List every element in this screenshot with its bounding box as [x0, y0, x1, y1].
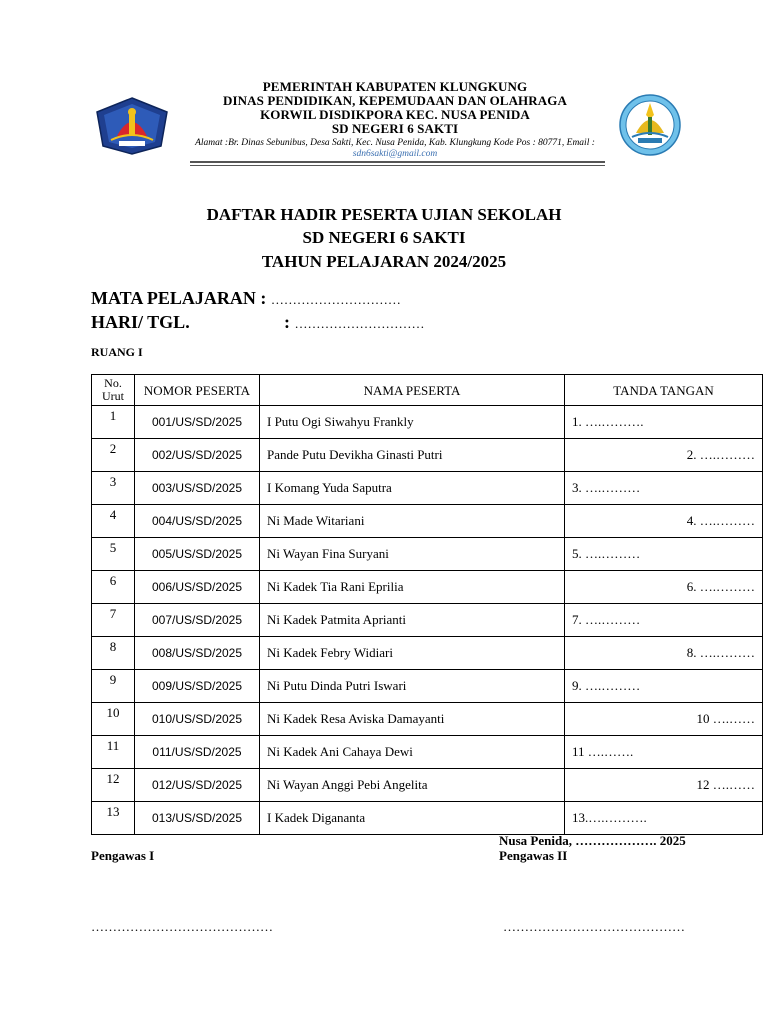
row-number: 2: [92, 439, 135, 472]
participant-number: 003/US/SD/2025: [135, 472, 260, 505]
signature-slot[interactable]: 8. ….………: [565, 637, 763, 670]
letterhead-school-name: SD NEGERI 6 SAKTI: [331, 121, 459, 136]
supervisor-1-label: Pengawas I: [91, 848, 155, 863]
row-number: 8: [92, 637, 135, 670]
supervisor-2-label: Pengawas II: [499, 848, 568, 863]
row-number: 3: [92, 472, 135, 505]
table-header-row: [92, 375, 763, 406]
signature-slot[interactable]: 10 ….……: [565, 703, 763, 736]
participant-name: Ni Kadek Febry Widiari: [260, 637, 565, 670]
table-row: [92, 406, 763, 439]
table-row: [92, 571, 763, 604]
supervisor-1-signature-line: ……………………………………: [91, 919, 273, 934]
address-text: Alamat :Br. Dinas Sebunibus, Desa Sakti, Kec. Nusa Penida, Kab. Klungkung Kode Pos : 80771, Email :: [195, 138, 595, 148]
attendance-table: [91, 374, 763, 835]
participant-number: 008/US/SD/2025: [135, 637, 260, 670]
table-row: [92, 604, 763, 637]
signature-slot[interactable]: 11 ….…….: [565, 736, 763, 769]
table-row: [92, 538, 763, 571]
signature-slot[interactable]: 2. ….………: [565, 439, 763, 472]
row-number: 9: [92, 670, 135, 703]
row-number: 12: [92, 769, 135, 802]
date-label: HARI/ TGL.: [91, 312, 190, 332]
supervisor-2-signature-line: ……………………………………: [503, 919, 685, 934]
signature-slot[interactable]: 4. ….………: [565, 505, 763, 538]
participant-name: Ni Kadek Tia Rani Eprilia: [260, 571, 565, 604]
participant-number: 011/US/SD/2025: [135, 736, 260, 769]
header-nama: NAMA PESERTA: [260, 375, 565, 406]
table-row: [92, 505, 763, 538]
letterhead-divider-thin: [190, 165, 605, 166]
participant-name: Ni Made Witariani: [260, 505, 565, 538]
participant-name: Ni Kadek Resa Aviska Damayanti: [260, 703, 565, 736]
participant-number: 005/US/SD/2025: [135, 538, 260, 571]
row-number: 13: [92, 802, 135, 835]
header-nomor: NOMOR PESERTA: [135, 375, 260, 406]
doc-title-line-3: TAHUN PELAJARAN 2024/2025: [261, 252, 507, 271]
row-number: 4: [92, 505, 135, 538]
participant-name: Ni Wayan Anggi Pebi Angelita: [260, 769, 565, 802]
signature-slot[interactable]: 1. ….……….: [565, 406, 763, 439]
room-label: RUANG I: [91, 345, 143, 359]
participant-name: Ni Kadek Patmita Aprianti: [260, 604, 565, 637]
participant-name: Ni Putu Dinda Putri Iswari: [260, 670, 565, 703]
doc-title-line-2: SD NEGERI 6 SAKTI: [302, 228, 466, 247]
subject-value: …………………………: [270, 292, 401, 307]
signature-slot[interactable]: 13.….……….: [565, 802, 763, 835]
place-date: Nusa Penida, ………………. 2025: [499, 833, 686, 848]
participant-number: 006/US/SD/2025: [135, 571, 260, 604]
row-number: 10: [92, 703, 135, 736]
table-row: [92, 439, 763, 472]
letterhead-address: [180, 138, 610, 160]
participant-name: Pande Putu Devikha Ginasti Putri: [260, 439, 565, 472]
letterhead-line-1: PEMERINTAH KABUPATEN KLUNGKUNG: [262, 79, 528, 94]
participant-name: I Kadek Digananta: [260, 802, 565, 835]
row-number: 1: [92, 406, 135, 439]
participant-number: 001/US/SD/2025: [135, 406, 260, 439]
table-row: [92, 802, 763, 835]
letterhead: [180, 80, 610, 160]
row-number: 7: [92, 604, 135, 637]
participant-number: 012/US/SD/2025: [135, 769, 260, 802]
signature-slot[interactable]: 7. ….………: [565, 604, 763, 637]
participant-number: 004/US/SD/2025: [135, 505, 260, 538]
table-row: [92, 769, 763, 802]
signature-slot[interactable]: 9. ….………: [565, 670, 763, 703]
doc-title-line-1: DAFTAR HADIR PESERTA UJIAN SEKOLAH: [206, 205, 562, 224]
date-field: [284, 312, 425, 333]
row-number: 11: [92, 736, 135, 769]
email-link[interactable]: sdn6sakti@gmail.com: [352, 149, 438, 159]
row-number: 5: [92, 538, 135, 571]
signature-slot[interactable]: 6. ….………: [565, 571, 763, 604]
klungkung-emblem-logo: [95, 96, 169, 156]
row-number: 6: [92, 571, 135, 604]
header-no: No. Urut: [92, 375, 135, 406]
letterhead-line-3: KORWIL DISDIKPORA KEC. NUSA PENIDA: [260, 107, 530, 122]
participant-number: 009/US/SD/2025: [135, 670, 260, 703]
table-row: [92, 736, 763, 769]
table-row: [92, 670, 763, 703]
date-colon: :: [284, 312, 290, 332]
participant-number: 010/US/SD/2025: [135, 703, 260, 736]
tut-wuri-handayani-logo: [618, 93, 682, 157]
table-row: [92, 472, 763, 505]
date-value: …………………………: [294, 316, 425, 331]
signature-slot[interactable]: 5. ….………: [565, 538, 763, 571]
participant-number: 013/US/SD/2025: [135, 802, 260, 835]
subject-label: MATA PELAJARAN :: [91, 288, 267, 308]
participant-number: 007/US/SD/2025: [135, 604, 260, 637]
participant-number: 002/US/SD/2025: [135, 439, 260, 472]
letterhead-line-2: DINAS PENDIDIKAN, KEPEMUDAAN DAN OLAHRAGA: [223, 93, 567, 108]
table-row: [92, 703, 763, 736]
letterhead-divider-thick: [190, 161, 605, 163]
participant-name: I Putu Ogi Siwahyu Frankly: [260, 406, 565, 439]
participant-name: Ni Kadek Ani Cahaya Dewi: [260, 736, 565, 769]
header-ttd: TANDA TANGAN: [565, 375, 763, 406]
signature-slot[interactable]: 3. ….………: [565, 472, 763, 505]
signature-slot[interactable]: 12 ….……: [565, 769, 763, 802]
participant-name: I Komang Yuda Saputra: [260, 472, 565, 505]
participant-name: Ni Wayan Fina Suryani: [260, 538, 565, 571]
table-row: [92, 637, 763, 670]
subject-field: [91, 288, 401, 309]
